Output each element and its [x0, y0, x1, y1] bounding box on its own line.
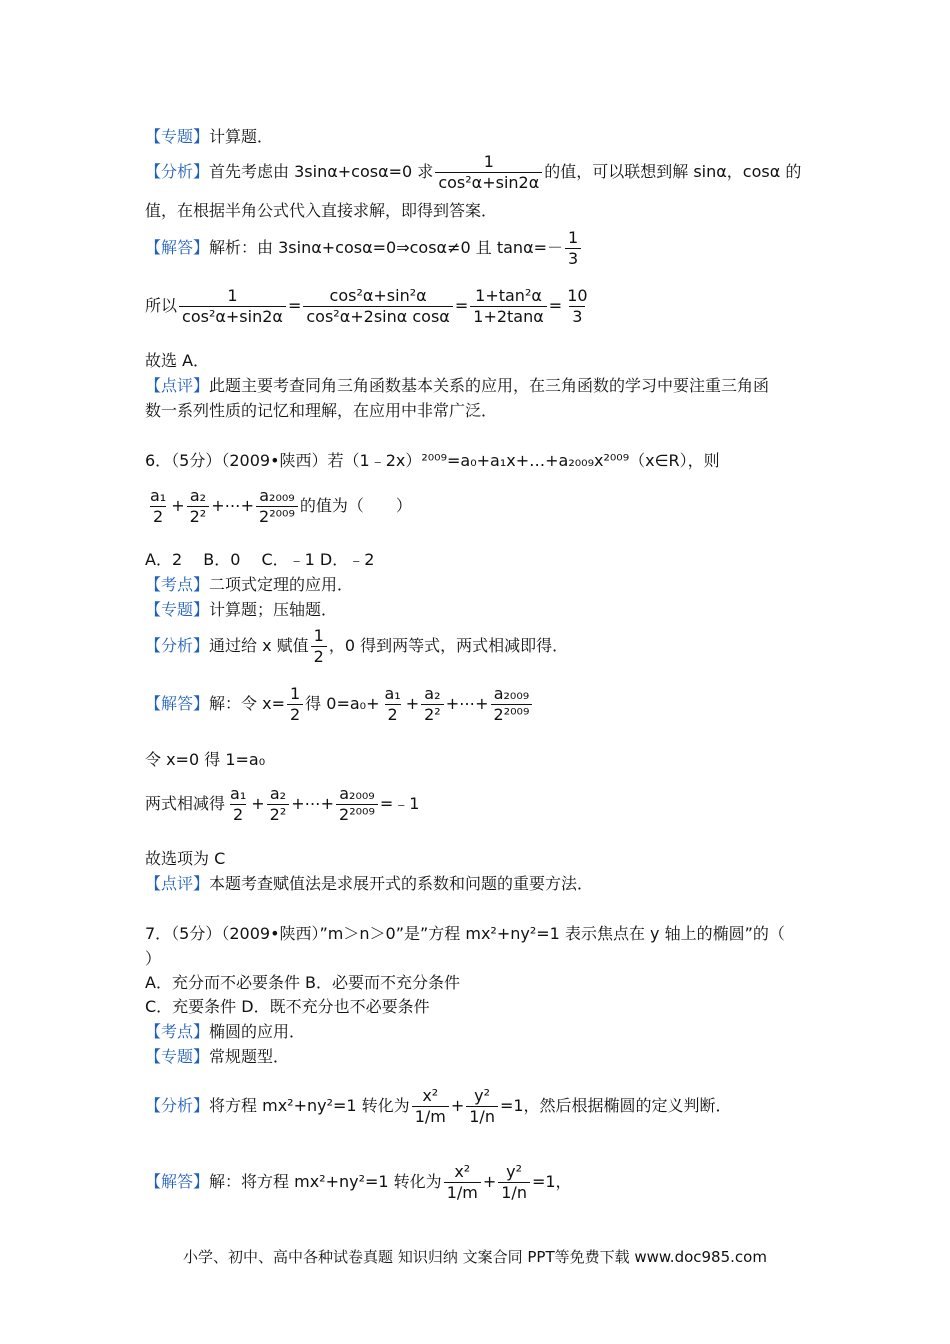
- question-7-options-ab: A．充分而不必要条件 B．必要而不充分条件: [145, 973, 461, 992]
- tag-topic: 【专题】: [145, 127, 210, 146]
- fraction: $\frac{1}{\text{cos²α+sin2α}}$: [435, 152, 542, 193]
- question-6-expr: $\frac{\text{a₁}}{2}$ + $\frac{\text{a₂}}{\text{2²}}$ +⋯+ $\frac{\text{a₂₀₀₉}}{\text{2²⁰⁰⁹}}$ 的值为（ ）: [150, 486, 412, 526]
- fraction: $\frac{1}{3}$: [565, 228, 581, 269]
- question-6-options: A．2 B．0 C．﹣1 D．﹣2: [145, 550, 375, 569]
- q7-solution: 【解答】解：将方程 mx²+ny²=1 转化为 $\frac{\text{x²}}{1/m}$ + $\frac{\text{y²}}{1/n}$ =1，: [145, 1162, 572, 1202]
- question-7-head: 7．（5分）（2009•陕西）”m＞n＞0”是”方程 mx²+ny²=1 表示焦点在 y 轴上的椭圆”的（: [145, 924, 785, 943]
- fraction: $\frac{10}{3}$: [567, 286, 588, 326]
- fraction: $\frac{\text{1+tan²α}}{1+2\tan\alpha}$: [470, 286, 547, 327]
- q7-topic: 【专题】常规题型．: [145, 1047, 290, 1066]
- fraction: $\frac{\text{cos²α+sin²α}}{\text{cos²α+2sinα cosα}}$: [303, 286, 453, 327]
- line-solution: 【解答】解析：由 3sinα+cosα=0⇒cosα≠0 且 tanα=－ $\frac{1}{3}$: [145, 228, 583, 269]
- question-6-head: 6．（5分）（2009•陕西）若（1﹣2x）²⁰⁰⁹=a₀+a₁x+…+a₂₀₀₉x²⁰⁰⁹（x∈R），则: [145, 451, 720, 470]
- q6-analysis: 【分析】通过给 x 赋值 $\frac{1}{2}$ ，0 得到两等式，两式相减即得．: [145, 626, 569, 666]
- q6-line4: 故选项为 C: [145, 849, 226, 868]
- q6-topic: 【专题】计算题；压轴题．: [145, 600, 338, 619]
- q6-line3: 两式相减得 $\frac{\text{a₁}}{2}$ + $\frac{\text{a₂}}{\text{2²}}$ +⋯+ $\frac{\text{a₂₀₀₉}}{\text{2²⁰⁰⁹}}$ =﹣1: [145, 784, 420, 824]
- q7-analysis: 【分析】将方程 mx²+ny²=1 转化为 $\frac{\text{x²}}{1/m}$ + $\frac{\text{y²}}{1/n}$ =1，然后根据椭圆的定义判断．: [145, 1086, 732, 1126]
- line-analysis: 【分析】首先考虑由 3sinα+cosα=0 求 $\frac{1}{\text{cos²α+sin2α}}$ 的值，可以联想到解 sinα，cosα 的: [145, 152, 802, 192]
- q7-point: 【考点】椭圆的应用．: [145, 1022, 306, 1041]
- line-choice: 故选 A．: [145, 351, 210, 370]
- question-7-options-cd: C．充要条件 D．既不充分也不必要条件: [145, 997, 430, 1016]
- page-footer: 小学、初中、高中各种试卷真题 知识归纳 文案合同 PPT等免费下载 www.doc985.com: [183, 1248, 767, 1266]
- line-comment-cont: 数一系列性质的记忆和理解，在应用中非常广泛．: [145, 401, 498, 420]
- q6-comment: 【点评】本题考查赋值法是求展开式的系数和问题的重要方法．: [145, 874, 594, 893]
- fraction: $\frac{1}{\text{cos²α+sin2α}}$: [179, 286, 286, 327]
- line-derivation: 所以 $\frac{1}{\text{cos²α+sin2α}}$ = $\frac{\text{cos²α+sin²α}}{\text{cos²α+2sinα cosα}}$ = $\frac{\text{1+tan²α}}{1+2\tan\alpha}$ = $\frac{10}{3}$: [145, 286, 593, 327]
- q6-line2: 令 x=0 得 1=a₀: [145, 750, 266, 769]
- q6-point: 【考点】二项式定理的应用．: [145, 575, 354, 594]
- line-analysis-cont: 值，在根据半角公式代入直接求解，即得到答案．: [145, 201, 498, 220]
- q6-solution: 【解答】解：令 x= $\frac{1}{2}$ 得 0=a₀+ $\frac{\text{a₁}}{2}$ + $\frac{\text{a₂}}{\text{2²}}$ +⋯+ $\frac{\text{a₂₀₀₉}}{\text{2²⁰⁰⁹}}$: [145, 684, 534, 725]
- question-7-head2: ）: [145, 949, 162, 968]
- line-comment: 【点评】此题主要考查同角三角函数基本关系的应用，在三角函数的学习中要注重三角函: [145, 376, 770, 395]
- line-topic: 【专题】计算题．: [145, 127, 274, 146]
